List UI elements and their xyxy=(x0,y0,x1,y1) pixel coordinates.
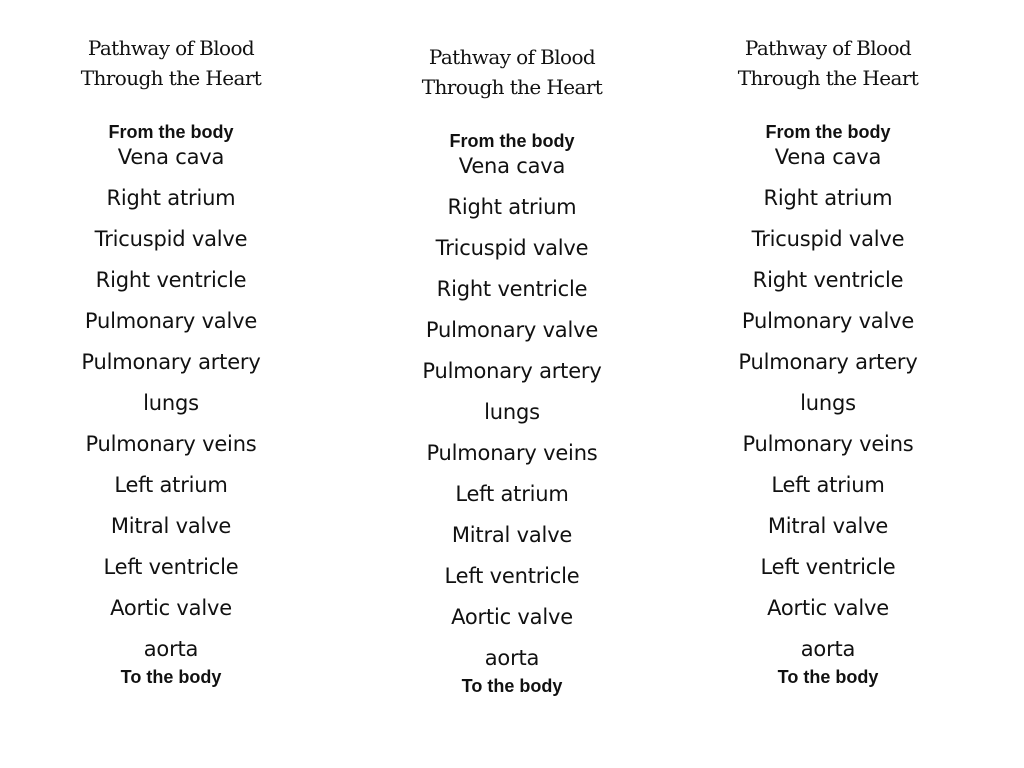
card-title xyxy=(352,42,672,102)
pathway-step: lungs xyxy=(800,391,856,415)
pathway-step: Pulmonary veins xyxy=(426,441,598,465)
pathway-step: Left atrium xyxy=(455,482,569,506)
start-label: From the body xyxy=(449,131,575,151)
card-title xyxy=(668,33,988,93)
pathway-step: Right atrium xyxy=(106,186,236,210)
pathway-card-3 xyxy=(668,33,988,688)
pathway-card-2 xyxy=(352,42,672,697)
pathway-step: Pulmonary valve xyxy=(741,309,915,333)
end-label: To the body xyxy=(461,676,563,696)
pathway-step: Pulmonary valve xyxy=(84,309,258,333)
pathway-step: Tricuspid valve xyxy=(94,227,248,251)
pathway-step: Mitral valve xyxy=(767,514,889,538)
pathway-step: Aortic valve xyxy=(767,596,889,620)
pathway-step: Aortic valve xyxy=(451,605,573,629)
pathway-step: Pulmonary artery xyxy=(422,359,602,383)
pathway-step: Right ventricle xyxy=(436,277,588,301)
pathway-step: Mitral valve xyxy=(451,523,573,547)
pathway-step: Pulmonary veins xyxy=(742,432,914,456)
pathway-step: Right ventricle xyxy=(752,268,904,292)
pathway-step: Right atrium xyxy=(447,195,577,219)
card-title-line-2: Through the Heart xyxy=(737,66,919,90)
pathway-step: Vena cava xyxy=(117,145,225,169)
pathway-step: Tricuspid valve xyxy=(751,227,905,251)
start-label: From the body xyxy=(765,122,891,142)
pathway-step: Mitral valve xyxy=(110,514,232,538)
pathway-step: Left ventricle xyxy=(444,564,580,588)
pathway-step: Right atrium xyxy=(763,186,893,210)
pathway-step: lungs xyxy=(143,391,199,415)
pathway-step: Left atrium xyxy=(771,473,885,497)
pathway-steps-list xyxy=(668,137,988,670)
pathway-step: Pulmonary veins xyxy=(85,432,257,456)
pathway-step: Aortic valve xyxy=(110,596,232,620)
card-title-line-1: Pathway of Blood xyxy=(428,45,596,69)
pathway-step: Vena cava xyxy=(458,154,566,178)
end-label: To the body xyxy=(120,667,222,687)
pathway-step: Vena cava xyxy=(774,145,882,169)
pathway-step: Pulmonary artery xyxy=(738,350,918,374)
pathway-step: aorta xyxy=(800,637,856,661)
card-title xyxy=(11,33,331,93)
card-title-line-1: Pathway of Blood xyxy=(87,36,255,60)
pathway-steps-list xyxy=(352,146,672,679)
pathway-step: Pulmonary artery xyxy=(81,350,261,374)
card-title-line-1: Pathway of Blood xyxy=(744,36,912,60)
pathway-card-1 xyxy=(11,33,331,688)
pathway-step: lungs xyxy=(484,400,540,424)
pathway-step: Pulmonary valve xyxy=(425,318,599,342)
pathway-steps-list xyxy=(11,137,331,670)
pathway-step: Tricuspid valve xyxy=(435,236,589,260)
pathway-step: aorta xyxy=(143,637,199,661)
end-label: To the body xyxy=(777,667,879,687)
start-label: From the body xyxy=(108,122,234,142)
pathway-step: Left ventricle xyxy=(760,555,896,579)
card-title-line-2: Through the Heart xyxy=(421,75,603,99)
pathway-step: Left ventricle xyxy=(103,555,239,579)
pathway-step: Right ventricle xyxy=(95,268,247,292)
card-title-line-2: Through the Heart xyxy=(80,66,262,90)
pathway-step: aorta xyxy=(484,646,540,670)
pathway-step: Left atrium xyxy=(114,473,228,497)
